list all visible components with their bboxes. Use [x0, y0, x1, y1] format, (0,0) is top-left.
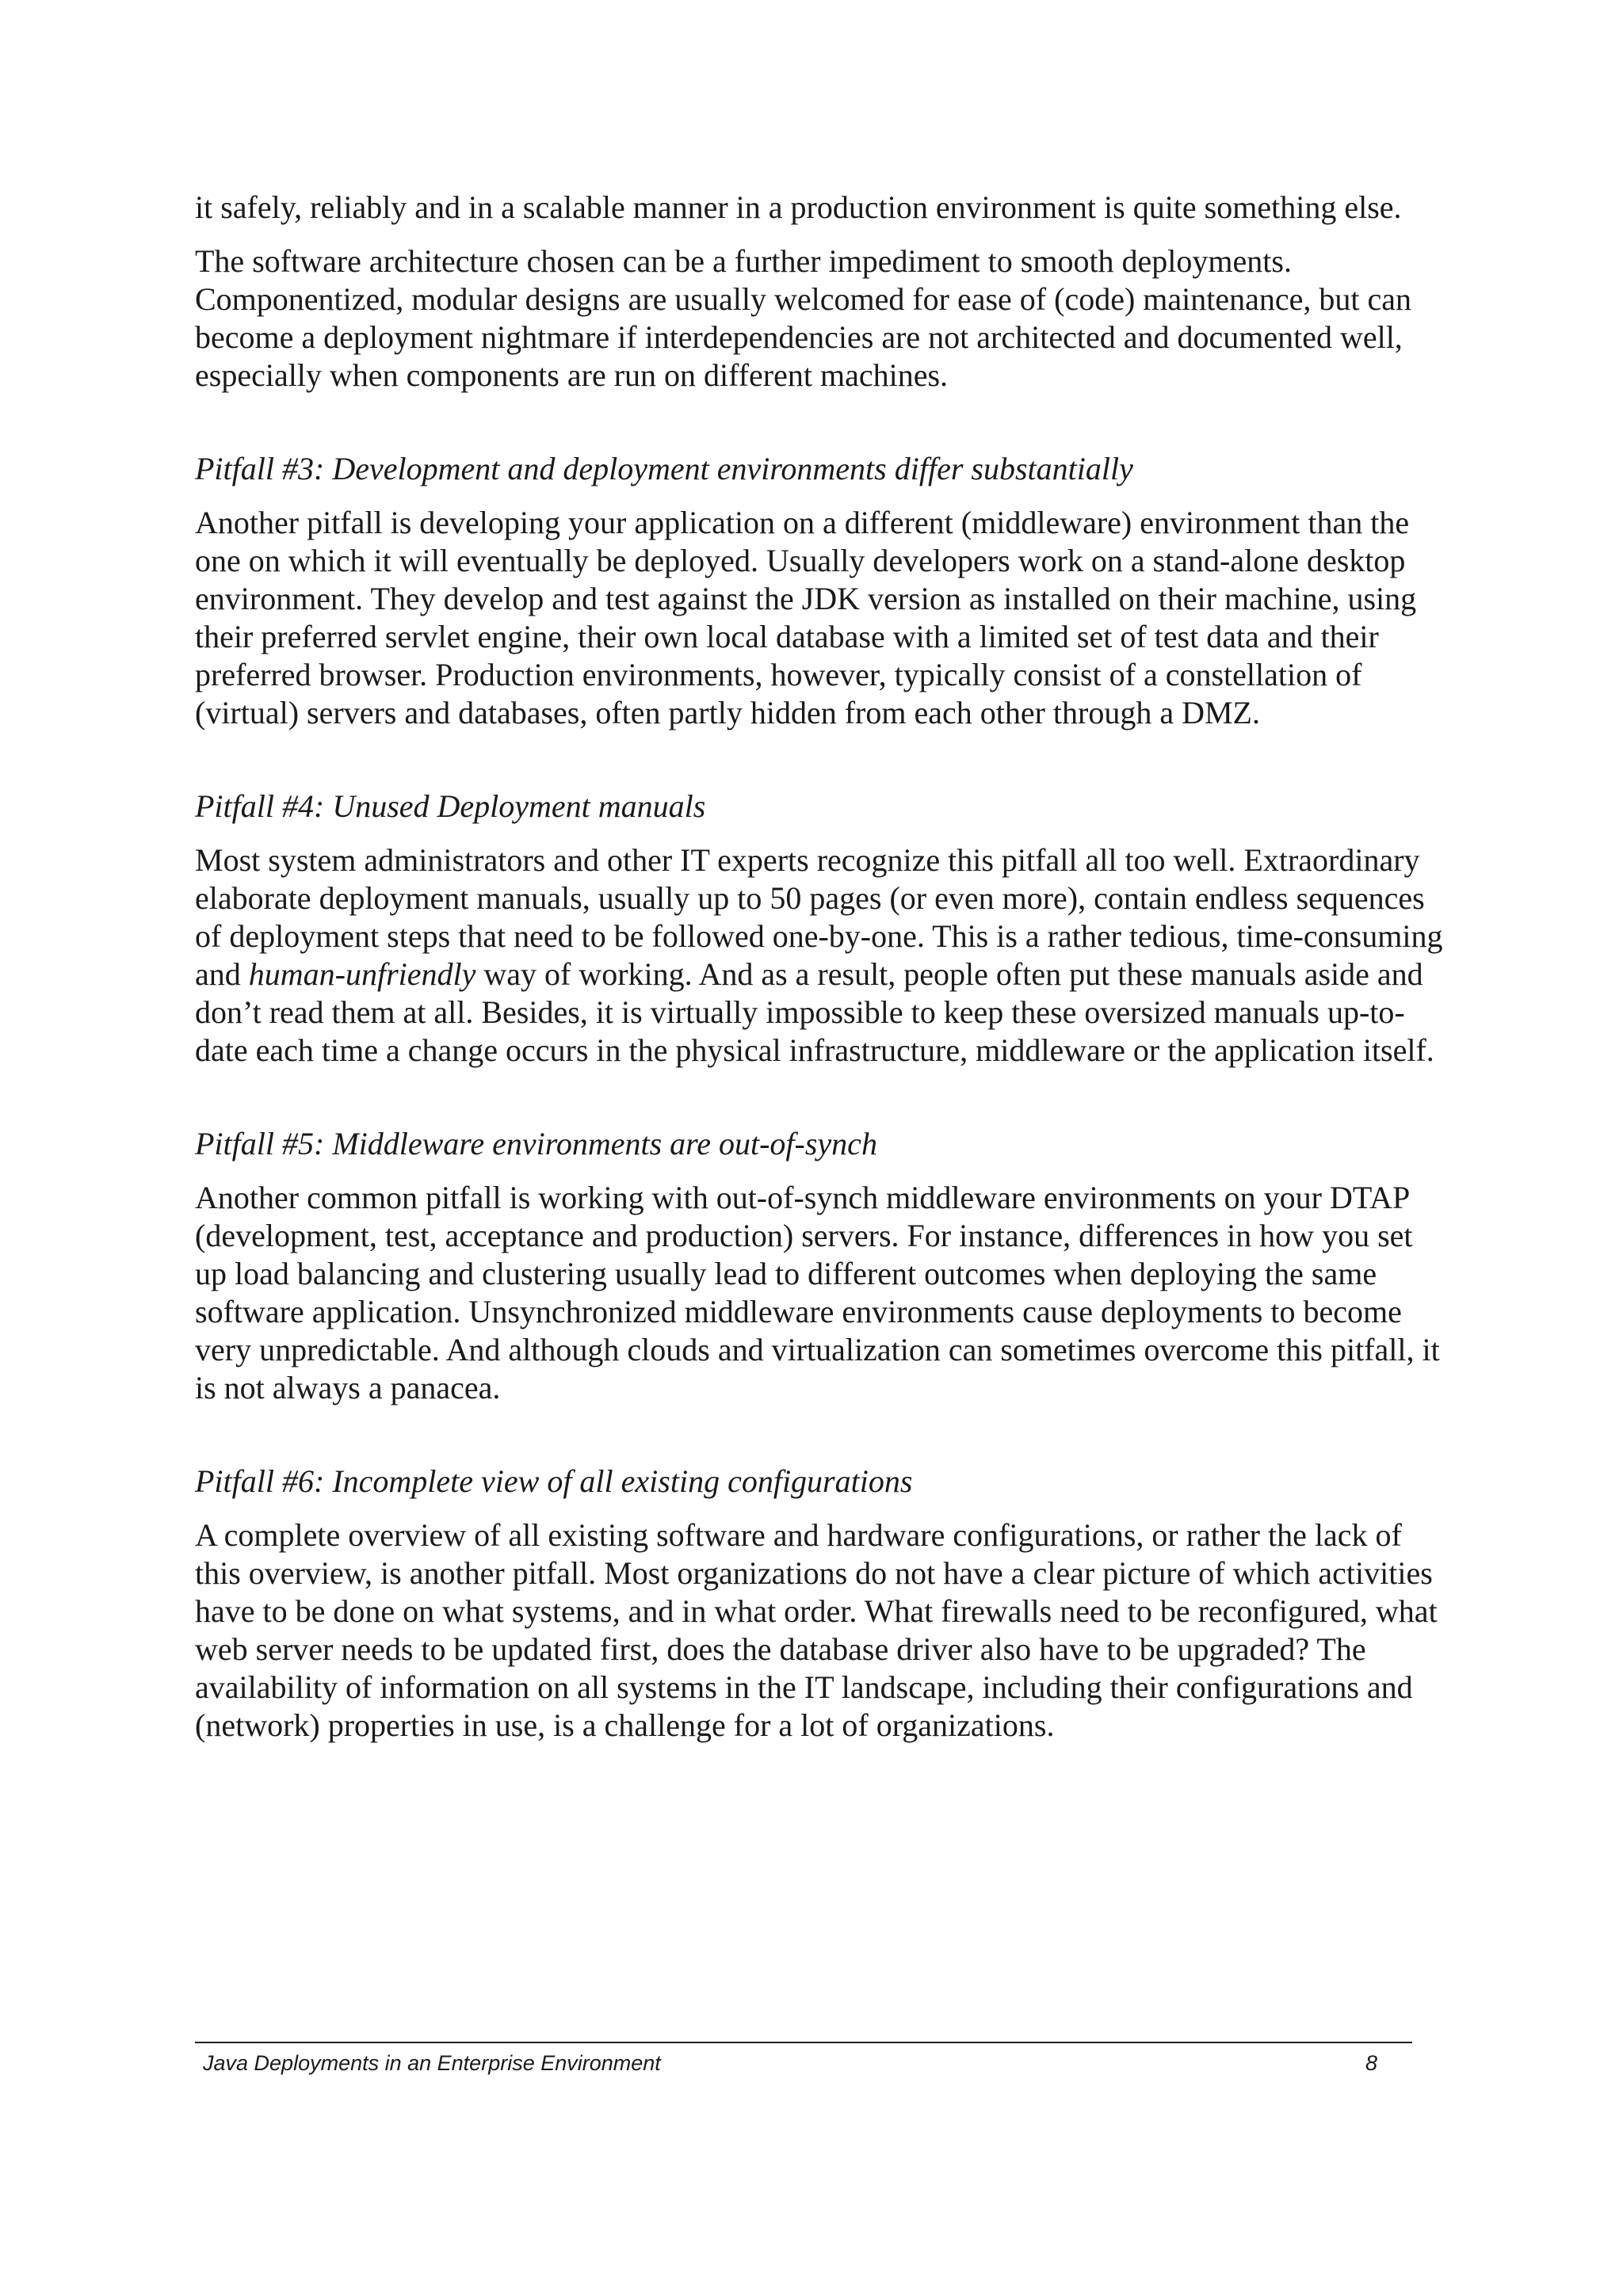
paragraph-pitfall-4-part-2: way of working. And as a result, people often put these manuals aside and don’t read them at all. Besides, it is virtually impossible to keep these oversized manuals up-to-date each time a change occurs in the physical infrastructure, middleware or the application itself.	[195, 956, 1434, 1068]
paragraph-pitfall-3: Another pitfall is developing your application on a different (middleware) environment than the one on which it will eventually be deployed. Usually developers work on a stand-alone desktop environment. They develop and test against the JDK version as installed on their machine, using their preferred servlet engine, their own local database with a limited set of test data and their preferred browser. Production environments, however, typically consist of a constellation of (virtual) servers and databases, often partly hidden from each other through a DMZ.	[195, 505, 1417, 730]
paragraph-pitfall-4	[195, 841, 1447, 1070]
paragraph-continuation: it safely, reliably and in a scalable manner in a production environment is quite something else.	[195, 189, 1402, 225]
emphasis-human-unfriendly: human-unfriendly	[248, 956, 476, 992]
paragraph-pitfall-4-part-1: Most system administrators and other IT experts recognize this pitfall all too well. Extraordinary elaborate deployment manuals, usually up to 50 pages (or even more), contain endless sequences of deployment steps that need to be followed one-by-one. This is a rather tedious, time-consuming and	[195, 842, 1443, 992]
document-body	[195, 189, 1447, 1745]
heading-pitfall-5: Pitfall #5: Middleware environments are out-of-synch	[195, 1126, 877, 1161]
footer-title: Java Deployments in an Enterprise Environment	[203, 2051, 661, 2075]
paragraph-pitfall-6: A complete overview of all existing software and hardware configurations, or rather the lack of this overview, is another pitfall. Most organizations do not have a clear picture of which activities have to be done on what systems, and in what order. What firewalls need to be reconfigured, what web server needs to be updated first, does the database driver also have to be upgraded? The availability of information on all systems in the IT landscape, including their configurations and (network) properties in use, is a challenge for a lot of organizations.	[195, 1517, 1438, 1743]
heading-pitfall-6: Pitfall #6: Incomplete view of all existing configurations	[195, 1463, 913, 1499]
paragraph-pitfall-5: Another common pitfall is working with out-of-synch middleware environments on your DTAP (development, test, acceptance and production) servers. For instance, differences in how you set up load balancing and clustering usually lead to different outcomes when deploying the same software application. Unsynchronized middleware environments cause deployments to become very unpredictable. And although clouds and virtualization can sometimes overcome this pitfall, it is not always a panacea.	[195, 1180, 1440, 1405]
heading-pitfall-4: Pitfall #4: Unused Deployment manuals	[195, 788, 706, 824]
page-footer	[195, 2042, 1412, 2075]
paragraph-architecture: The software architecture chosen can be a further impediment to smooth deployments. Componentized, modular designs are usually welcomed for ease of (code) maintenance, but can become a deployment nightmare if interdependencies are not architected and documented well, especially when components are run on different machines.	[195, 243, 1411, 393]
page-number: 8	[1365, 2051, 1377, 2075]
heading-pitfall-3: Pitfall #3: Development and deployment environments differ substantially	[195, 451, 1133, 486]
